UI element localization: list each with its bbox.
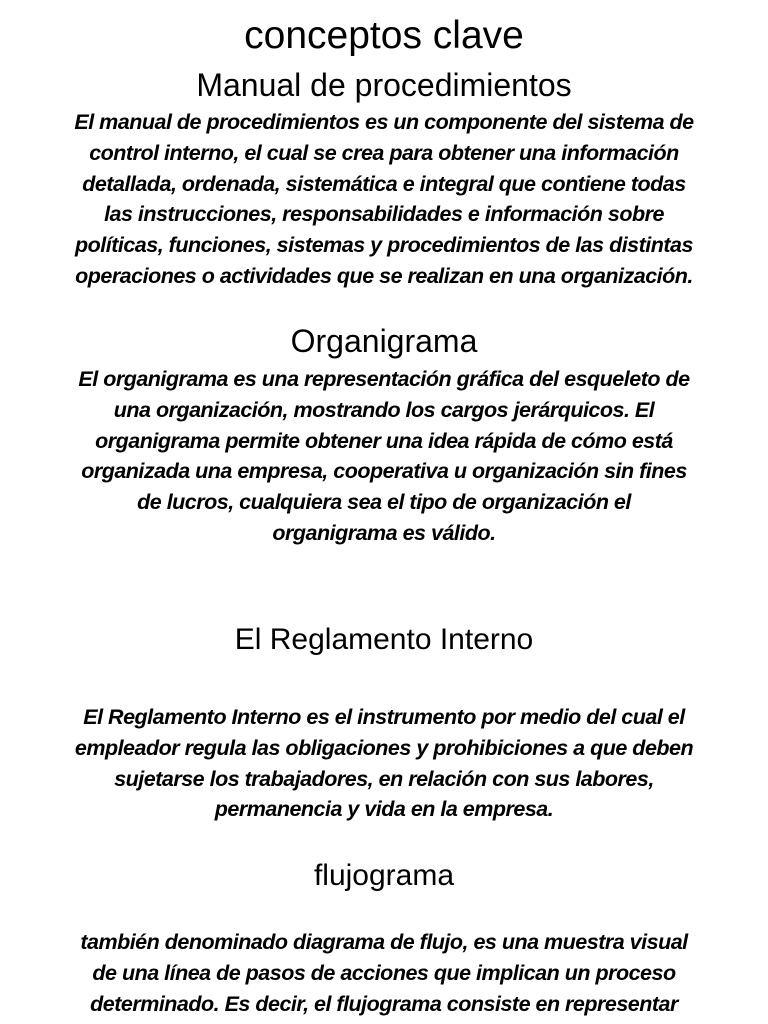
text-line: El organigrama es una representación gráfica del esqueleto de <box>78 367 690 391</box>
section-body-flujograma <box>30 927 738 1019</box>
text-line: El manual de procedimientos es un componente del sistema de <box>74 110 694 134</box>
text-line: organigrama permite obtener una idea rápida de cómo está <box>95 428 673 453</box>
text-line: sujetarse los trabajadores, en relación con sus labores, <box>114 766 654 791</box>
section-title-reglamento: El Reglamento Interno <box>234 623 534 656</box>
text-line: empleador regula las obligaciones y prohibiciones a que deben <box>74 735 694 760</box>
section-body-manual <box>30 107 738 292</box>
section-title-flujograma: flujograma <box>313 859 455 892</box>
text-line: las instrucciones, responsabilidades e información sobre <box>104 202 664 227</box>
section-title-manual: Manual de procedimientos <box>196 67 572 103</box>
text-line: permanencia y vida en la empresa. <box>214 797 554 822</box>
section-body-organigrama <box>30 364 738 549</box>
text-line: control interno, el cual se crea para obtener una información <box>89 140 679 165</box>
section-body-reglamento <box>30 702 738 825</box>
section-title-organigrama: Organigrama <box>290 323 478 359</box>
text-line: políticas, funciones, sistemas y procedimientos de las distintas <box>75 233 693 258</box>
text-line: de lucros, cualquiera sea el tipo de organización el <box>137 490 631 515</box>
page-title: conceptos clave <box>244 14 524 57</box>
text-line: de una línea de pasos de acciones que implican un proceso <box>92 960 676 985</box>
text-line: una organización, mostrando los cargos jerárquicos. El <box>113 397 655 422</box>
text-line: El Reglamento Interno es el instrumento por medio del cual el <box>83 705 685 729</box>
text-line: operaciones o actividades que se realizan en una organización. <box>75 263 693 288</box>
text-line: detallada, ordenada, sistemática e integral que contiene todas <box>82 171 686 196</box>
text-line: organigrama es válido. <box>272 520 496 545</box>
text-line: organizada una empresa, cooperativa u organización sin fines <box>81 459 687 484</box>
text-line: determinado. Es decir, el flujograma consiste en representar <box>90 991 678 1016</box>
text-line: también denominado diagrama de flujo, es una muestra visual <box>80 930 688 954</box>
